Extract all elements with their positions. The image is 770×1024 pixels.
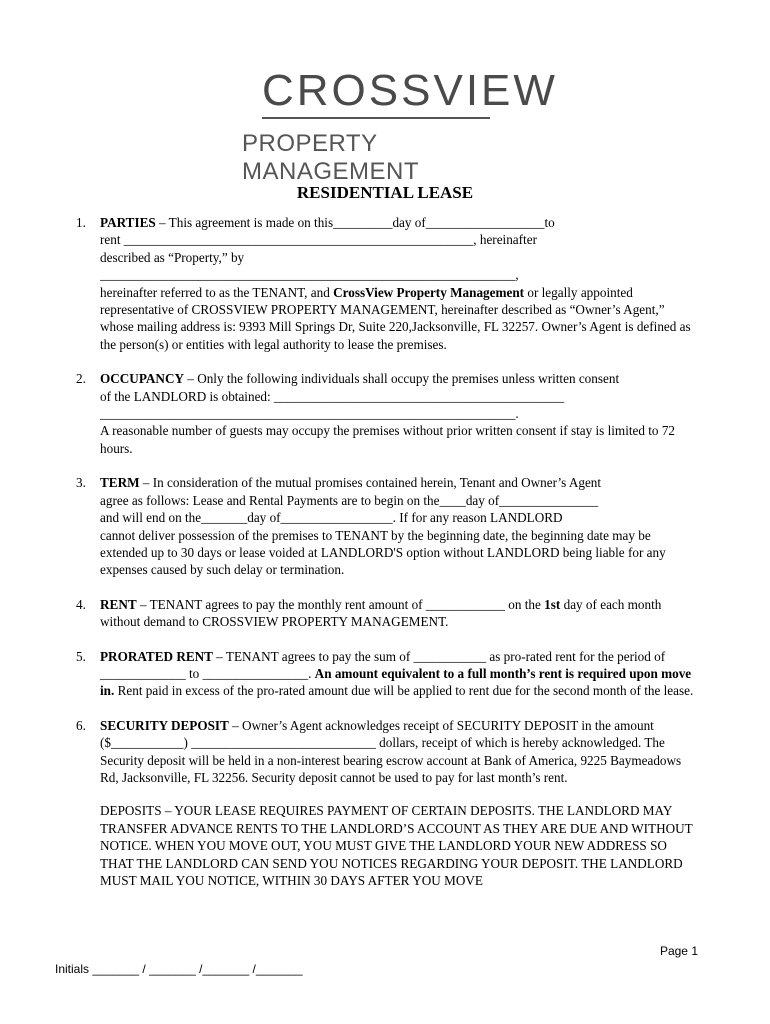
section-number: 5. [76, 648, 86, 664]
term-line-2: agree as follows: Lease and Rental Payments are to begin on the____day of_______________ [100, 492, 599, 508]
occupancy-paragraph: A reasonable number of guests may occupy the premises without prior written consent if stay is limited to 72 hours. [100, 423, 676, 456]
section-occupancy [76, 370, 696, 457]
section-text [100, 474, 696, 491]
term-line-1: – In consideration of the mutual promises contained herein, Tenant and Owner’s Agent [139, 475, 602, 491]
lease-body [76, 214, 696, 906]
section-term [76, 474, 696, 578]
document-title: RESIDENTIAL LEASE [296, 183, 474, 202]
occupancy-line-1: – Only the following individuals shall occupy the premises unless written consent [184, 371, 620, 387]
deposit-text: – Owner’s Agent acknowledges receipt of SECURITY DEPOSIT in the amount ($___________) ____________________________ dollars, receipt of which is hereby acknowledged. The Security deposit will be held in a non-interest bearing escrow account at Bank of America, 9225 Baymeadows Rd, Jacksonville, FL 32256. Security deposit cannot be used to pay for last month’s rent. [100, 717, 682, 785]
section-heading: RENT [100, 596, 137, 612]
prorated-emphasis: An amount equivalent to a full month’s rent is required upon move in. [100, 665, 692, 699]
section-text [100, 596, 696, 631]
section-text [100, 370, 696, 387]
parties-line-3: described as “Property,” by [100, 249, 245, 265]
initials-line: Initials _______ / _______ /_______ /_______ [55, 962, 303, 976]
section-text [100, 648, 696, 700]
section-heading: PRORATED RENT [100, 648, 213, 664]
section-heading: PARTIES [100, 215, 156, 230]
section-prorated-rent [76, 648, 696, 700]
prorated-text-1: – TENANT agrees to pay the sum of ___________ as pro-rated rent for the period of _____________ to ________________. [100, 648, 666, 681]
logo-tagline: PROPERTY MANAGEMENT [242, 130, 420, 185]
logo-divider [262, 117, 490, 119]
parties-paragraph [100, 284, 696, 354]
section-number: 6. [76, 717, 86, 733]
rent-due-day: 1st [544, 596, 561, 612]
section-heading: SECURITY DEPOSIT [100, 717, 229, 733]
parties-text-b: or legally appointed representative of CROSSVIEW PROPERTY MANAGEMENT, hereinafter described as “Owner’s Agent,” whose mailing address is: 9393 Mill Springs Dr, Suite 220,Jacksonville, FL 32257. Owner’s Agent is defined as the person(s) or entities with legal authority to lease the premises. [100, 284, 691, 352]
term-line-3: and will end on the_______day of_________________. If for any reason LANDLORD [100, 510, 563, 526]
deposits-notice: DEPOSITS – YOUR LEASE REQUIRES PAYMENT OF CERTAIN DEPOSITS. THE LANDLORD MAY TRANSFER ADVANCE RENTS TO THE LANDLORD’S ACCOUNT AS THEY ARE DUE AND WITHOUT NOTICE. WHEN YOU MOVE OUT, YOU MUST GIVE THE LANDLORD YOUR NEW ADDRESS SO THAT THE LANDLORD CAN SEND YOU NOTICES REGARDING YOUR DEPOSIT. THE LANDLORD MUST MAIL YOU NOTICE, WITHIN 30 DAYS AFTER YOU MOVE [100, 803, 693, 888]
rent-text-2: day of each month without demand to CROSSVIEW PROPERTY MANAGEMENT. [100, 596, 662, 630]
section-number: 4. [76, 596, 86, 612]
parties-line-2: rent _____________________________________________________, hereinafter [100, 232, 537, 248]
company-name: CrossView Property Management [333, 284, 525, 300]
prorated-text-2: Rent paid in excess of the pro-rated amount due will be applied to rent due for the second month of the lease. [114, 683, 694, 699]
parties-line-4: _______________________________________________________________, [100, 267, 519, 283]
page-number: Page 1 [659, 944, 698, 958]
occupancy-line-3: _______________________________________________________________. [100, 406, 519, 422]
section-number: 2. [76, 371, 86, 387]
logo-wordmark: CROSSVIEW [262, 66, 558, 115]
section-number: 3. [76, 475, 86, 491]
section-text [100, 214, 696, 231]
section-parties [76, 214, 696, 353]
section-heading: TERM [100, 475, 140, 491]
section-rent [76, 596, 696, 631]
term-paragraph: cannot deliver possession of the premises to TENANT by the beginning date, the beginning date may be extended up to 30 days or lease voided at LANDLORD'S option without LANDLORD being liable for any expenses caused by such delay or termination. [100, 527, 666, 578]
section-heading: OCCUPANCY [100, 371, 184, 387]
section-number: 1. [76, 215, 86, 230]
section-security-deposit [76, 717, 696, 890]
rent-text-1: – TENANT agrees to pay the monthly rent amount of ____________ on the [136, 596, 545, 612]
occupancy-line-2: of the LANDLORD is obtained: ____________________________________________ [100, 388, 565, 404]
parties-line-1: – This agreement is made on this_________day of__________________to [155, 215, 555, 230]
section-text [100, 717, 696, 787]
parties-text-a: hereinafter referred to as the TENANT, and [100, 284, 334, 300]
